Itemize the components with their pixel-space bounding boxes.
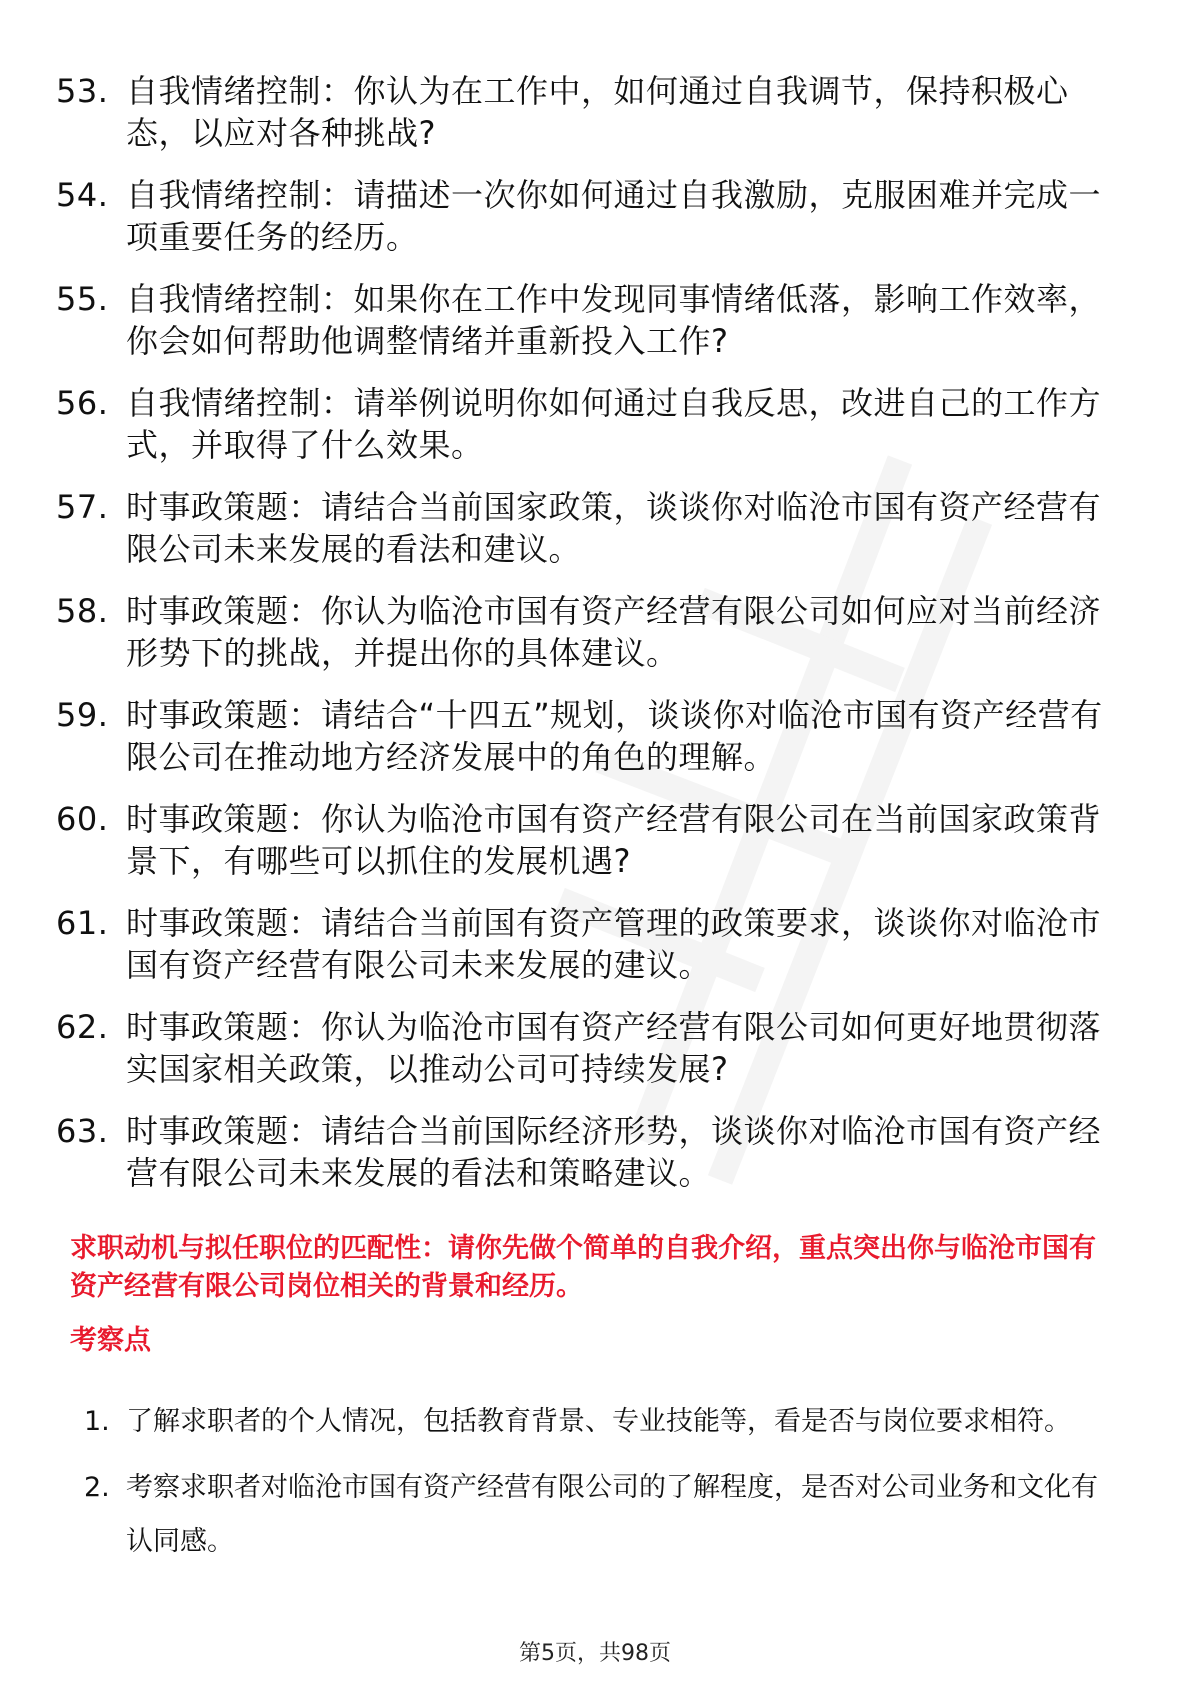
question-number: 53.: [56, 72, 109, 110]
question-text: 时事政策题：你认为临沧市国有资产经营有限公司在当前国家政策背景下，有哪些可以抓住的发展机遇?: [126, 800, 1102, 880]
page-footer: 第5页，共98页: [519, 1641, 671, 1666]
question-number: 54.: [56, 176, 109, 214]
question-number: 59.: [56, 696, 109, 734]
assessment-points-list: [84, 1395, 1114, 1581]
question-text: 时事政策题：请结合当前国家政策，谈谈你对临沧市国有资产经营有限公司未来发展的看法和建议。: [126, 488, 1102, 568]
question-list: [56, 70, 1116, 1214]
question-item: [56, 902, 1116, 986]
question-item: [56, 70, 1116, 154]
assessment-point: [84, 1395, 1114, 1449]
question-number: 56.: [56, 384, 109, 422]
question-text: 时事政策题：你认为临沧市国有资产经营有限公司如何应对当前经济形势下的挑战，并提出你的具体建议。: [126, 592, 1102, 672]
question-item: [56, 590, 1116, 674]
question-number: 55.: [56, 280, 109, 318]
question-number: 58.: [56, 592, 109, 630]
question-item: [56, 382, 1116, 466]
question-text: 时事政策题：请结合当前国有资产管理的政策要求，谈谈你对临沧市国有资产经营有限公司未来发展的建议。: [126, 904, 1102, 984]
question-number: 57.: [56, 488, 109, 526]
question-number: 62.: [56, 1008, 109, 1046]
question-item: [56, 278, 1116, 362]
question-text: 自我情绪控制：请描述一次你如何通过自我激励，克服困难并完成一项重要任务的经历。: [126, 176, 1102, 256]
question-text: 时事政策题：请结合“十四五”规划，谈谈你对临沧市国有资产经营有限公司在推动地方经济发展中的角色的理解。: [126, 696, 1103, 776]
question-number: 61.: [56, 904, 109, 942]
question-number: 60.: [56, 800, 109, 838]
point-number: 1.: [84, 1406, 110, 1437]
question-item: [56, 798, 1116, 882]
question-text: 时事政策题：你认为临沧市国有资产经营有限公司如何更好地贯彻落实国家相关政策，以推动公司可持续发展?: [126, 1008, 1102, 1088]
question-item: [56, 1110, 1116, 1194]
question-text: 自我情绪控制：如果你在工作中发现同事情绪低落，影响工作效率，你会如何帮助他调整情绪并重新投入工作?: [126, 280, 1102, 360]
question-text: 自我情绪控制：你认为在工作中，如何通过自我调节，保持积极心态，以应对各种挑战?: [126, 72, 1069, 152]
section-subheading: 考察点: [70, 1325, 151, 1356]
point-number: 2.: [84, 1472, 110, 1503]
question-text: 时事政策题：请结合当前国际经济形势，谈谈你对临沧市国有资产经营有限公司未来发展的看法和策略建议。: [126, 1112, 1102, 1192]
point-text: 考察求职者对临沧市国有资产经营有限公司的了解程度，是否对公司业务和文化有认同感。: [126, 1472, 1098, 1557]
question-text: 自我情绪控制：请举例说明你如何通过自我反思，改进自己的工作方式，并取得了什么效果。: [126, 384, 1102, 464]
assessment-point: [84, 1461, 1114, 1569]
point-text: 了解求职者的个人情况，包括教育背景、专业技能等，看是否与岗位要求相符。: [126, 1406, 1071, 1437]
question-item: [56, 174, 1116, 258]
section-heading: 求职动机与拟任职位的匹配性：请你先做个简单的自我介绍，重点突出你与临沧市国有资产经营有限公司岗位相关的背景和经历。: [70, 1233, 1096, 1302]
question-item: [56, 694, 1116, 778]
question-item: [56, 1006, 1116, 1090]
question-item: [56, 486, 1116, 570]
question-number: 63.: [56, 1112, 109, 1150]
